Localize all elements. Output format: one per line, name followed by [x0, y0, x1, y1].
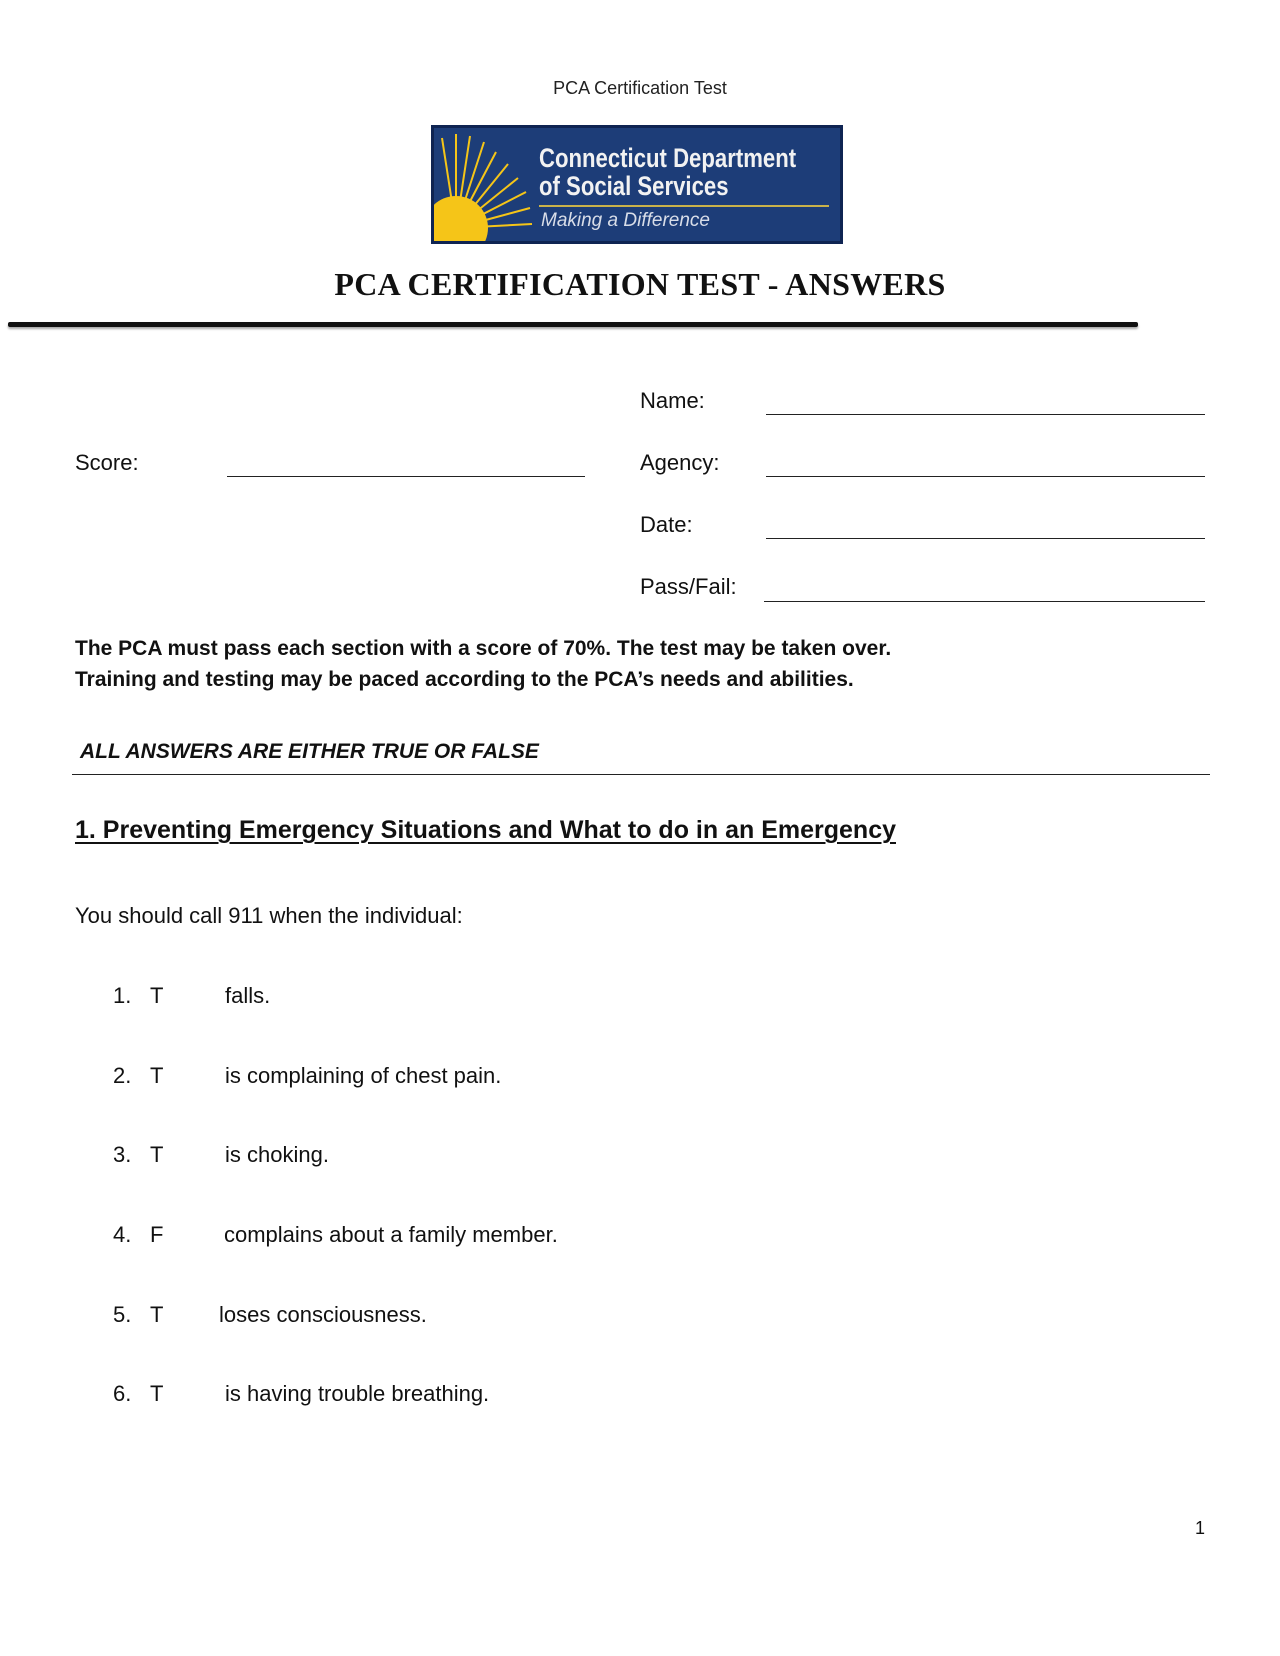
question-answer: T — [150, 983, 164, 1008]
question-answer: T — [150, 1063, 164, 1088]
question-number: 5. — [113, 1302, 132, 1327]
agency-label: Agency: — [640, 450, 720, 475]
instructions-line-2: Training and testing may be paced according to the PCA’s needs and abilities. — [75, 668, 854, 691]
question-number: 6. — [113, 1381, 132, 1406]
question-text: is choking. — [225, 1142, 329, 1167]
question-number: 4. — [113, 1222, 132, 1247]
name-field[interactable] — [766, 414, 1205, 415]
dss-logo — [431, 125, 843, 244]
logo-line-2: of Social Services — [539, 171, 729, 201]
section-heading: 1. Preventing Emergency Situations and What to do in an Emergency — [75, 816, 896, 844]
question-number: 2. — [113, 1063, 132, 1088]
question-text: falls. — [225, 983, 271, 1008]
question-text: is having trouble breathing. — [225, 1381, 490, 1406]
date-field[interactable] — [766, 538, 1205, 539]
question-answer: T — [150, 1381, 164, 1406]
question-number: 1. — [113, 983, 132, 1008]
logo-rule — [539, 205, 829, 207]
logo-line-1: Connecticut Department — [539, 143, 797, 173]
question-text: complains about a family member. — [224, 1222, 558, 1247]
running-header: PCA Certification Test — [553, 78, 727, 98]
question-text: is complaining of chest pain. — [225, 1063, 502, 1088]
question-number: 3. — [113, 1142, 132, 1167]
question-answer: F — [150, 1222, 164, 1247]
instructions — [75, 633, 1175, 695]
document-title: PCA CERTIFICATION TEST - ANSWERS — [334, 266, 946, 302]
instructions-line-1: The PCA must pass each section with a score of 70%. The test may be taken over. — [75, 637, 892, 660]
name-label: Name: — [640, 388, 705, 413]
agency-field[interactable] — [766, 476, 1205, 477]
page-number: 1 — [1195, 1518, 1206, 1538]
score-field[interactable] — [227, 476, 585, 477]
logo-tagline: Making a Difference — [541, 210, 710, 231]
question-answer: T — [150, 1142, 164, 1167]
answer-type-notice: ALL ANSWERS ARE EITHER TRUE OR FALSE — [80, 740, 539, 763]
score-label: Score: — [75, 450, 139, 475]
sunburst-icon — [434, 128, 534, 241]
question-prompt: You should call 911 when the individual: — [75, 903, 463, 928]
date-label: Date: — [640, 512, 693, 537]
passfail-field[interactable] — [764, 601, 1205, 602]
question-text: loses consciousness. — [219, 1302, 427, 1327]
question-answer: T — [150, 1302, 164, 1327]
notice-divider — [72, 774, 1210, 775]
passfail-label: Pass/Fail: — [640, 574, 737, 599]
title-divider — [8, 322, 1138, 327]
